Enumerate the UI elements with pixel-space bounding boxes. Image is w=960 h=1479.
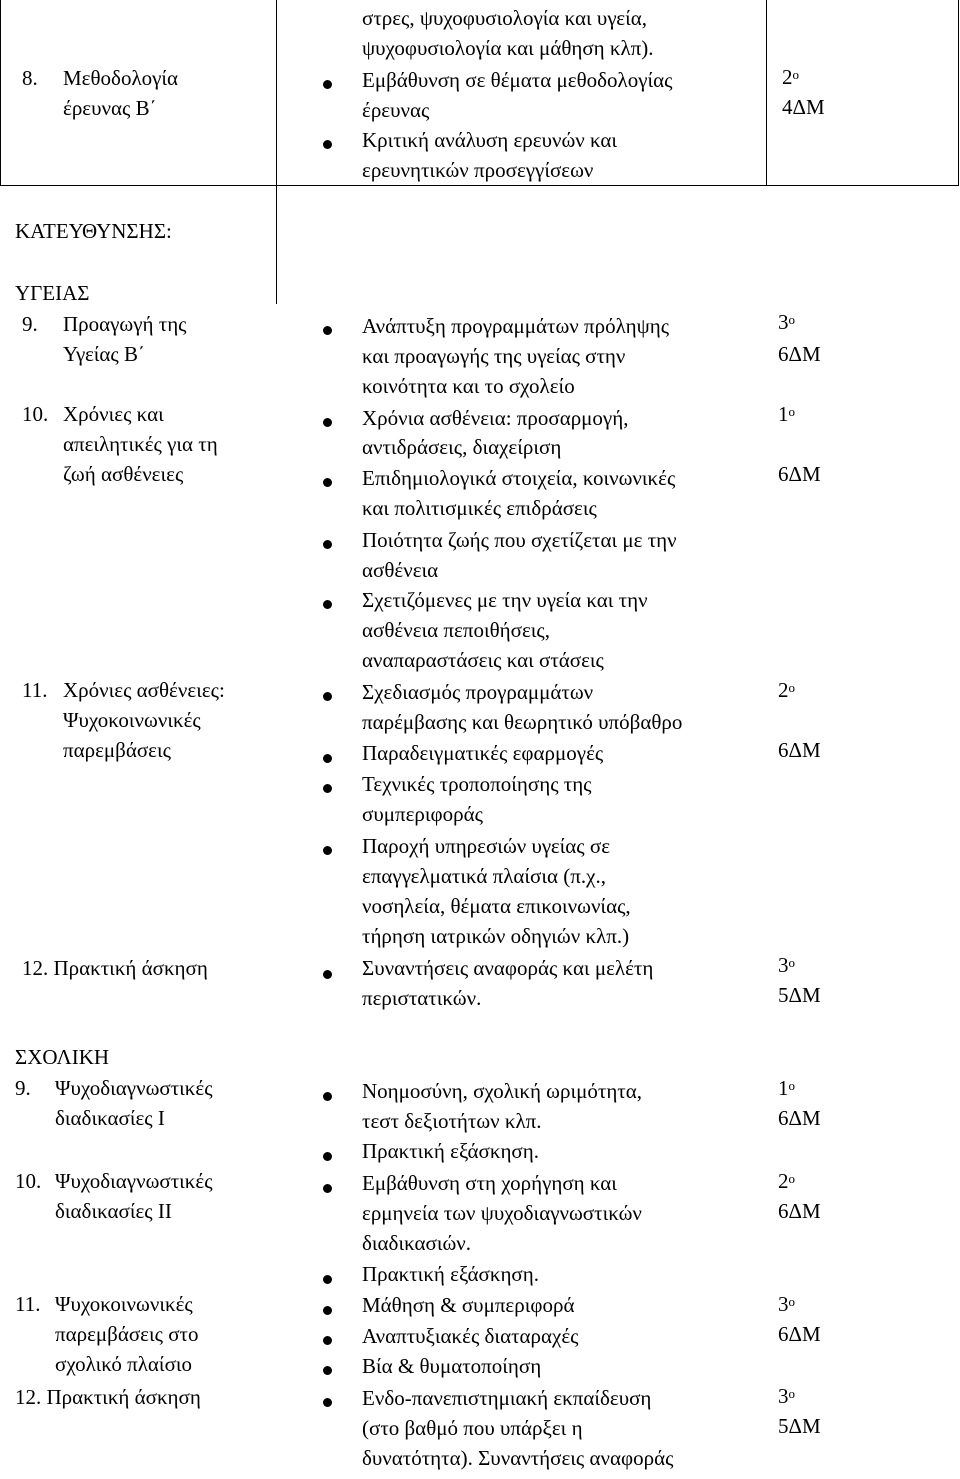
content-line: Παροχή υπηρεσιών υγείας σε: [362, 834, 611, 858]
content-line: Μάθηση & συμπεριφορά: [362, 1293, 575, 1317]
content-line: Πρακτική εξάσκηση.: [362, 1262, 539, 1286]
content-line: Παραδειγματικές εφαρμογές: [362, 741, 604, 765]
semester: $3^o$: [778, 310, 795, 334]
table-right-border: [958, 0, 959, 186]
bullet-icon: [323, 1366, 332, 1375]
semester: $3^o$: [778, 953, 795, 977]
course-title: 12. Πρακτική άσκηση: [15, 1385, 201, 1409]
workload: 6ΔΜ: [778, 738, 821, 762]
workload: 6ΔΜ: [778, 342, 821, 366]
workload: 6ΔΜ: [778, 462, 821, 486]
content-line: τήρηση ιατρικών οδηγιών κλπ.): [362, 924, 630, 948]
bullet-icon: [323, 80, 332, 89]
bullet-icon: [323, 754, 332, 763]
semester: $3^o$: [778, 1384, 795, 1408]
content-line: δυνατότητα). Συναντήσεις αναφοράς: [362, 1446, 674, 1470]
content-line: συμπεριφοράς: [362, 802, 483, 826]
course-title: Ψυχοδιαγνωστικές: [55, 1169, 213, 1193]
semester: $2^o$: [778, 678, 795, 702]
course-title: Υγείας Β΄: [63, 342, 146, 366]
content-line: και πολιτισμικές επιδράσεις: [362, 496, 597, 520]
semester: $1^o$: [778, 1076, 795, 1100]
content-line: ερευνητικών προσεγγίσεων: [362, 158, 594, 182]
table-bottom-border: [0, 185, 959, 186]
section-heading: ΚΑΤΕΥΘΥΝΣΗΣ:: [15, 219, 172, 243]
content-line: Σχετιζόμενες με την υγεία και την: [362, 588, 648, 612]
course-title: παρεμβάσεις: [63, 738, 171, 762]
bullet-icon: [323, 784, 332, 793]
content-line: Επιδημιολογικά στοιχεία, κοινωνικές: [362, 466, 676, 490]
content-line: Κριτική ανάλυση ερευνών και: [362, 128, 618, 152]
course-title: σχολικό πλαίσιο: [55, 1352, 193, 1376]
workload: 5ΔΜ: [778, 1414, 821, 1438]
workload: 6ΔΜ: [778, 1199, 821, 1223]
content-line: Νοημοσύνη, σχολική ωριμότητα,: [362, 1079, 642, 1103]
workload: 5ΔΜ: [778, 983, 821, 1007]
content-line: Αναπτυξιακές διαταραχές: [362, 1324, 579, 1348]
course-title: διαδικασίες ΙΙ: [55, 1199, 172, 1223]
course-title: Ψυχοκοινωνικές: [55, 1292, 193, 1316]
column-divider-2: [766, 0, 767, 186]
course-title: Χρόνιες ασθένειες:: [63, 678, 225, 702]
course-number: 9.: [15, 1076, 31, 1100]
content-line: Ανάπτυξη προγραμμάτων πρόληψης: [362, 314, 670, 338]
bullet-icon: [323, 478, 332, 487]
content-line: Συναντήσεις αναφοράς και μελέτη: [362, 956, 654, 980]
content-line: και προαγωγής της υγείας στην: [362, 344, 626, 368]
bullet-icon: [323, 140, 332, 149]
course-title: απειλητικές για τη: [63, 432, 218, 456]
content-line: διαδικασιών.: [362, 1231, 472, 1255]
bullet-icon: [323, 692, 332, 701]
workload: 4ΔΜ: [782, 95, 825, 119]
table-left-border: [0, 0, 1, 186]
content-line: Βία & θυματοποίηση: [362, 1354, 542, 1378]
section-heading: ΥΓΕΙΑΣ: [15, 281, 90, 305]
content-line: νοσηλεία, θέματα επικοινωνίας,: [362, 894, 631, 918]
content-line: Εμβάθυνση σε θέματα μεθοδολογίας: [362, 68, 673, 92]
course-number: 8.: [22, 66, 38, 90]
semester: $2^o$: [778, 1169, 795, 1193]
content-line: Πρακτική εξάσκηση.: [362, 1139, 539, 1163]
content-line: Ποιότητα ζωής που σχετίζεται με την: [362, 528, 677, 552]
course-title: ζωή ασθένειες: [63, 462, 184, 486]
content-line: Ενδο-πανεπιστημιακή εκπαίδευση: [362, 1386, 652, 1410]
course-title: έρευνας Β΄: [63, 96, 157, 120]
content-line: τεστ δεξιοτήτων κλπ.: [362, 1109, 542, 1133]
course-number: 11.: [22, 678, 48, 702]
content-line: παρέμβασης και θεωρητικό υπόβαθρο: [362, 710, 683, 734]
content-line: Χρόνια ασθένεια: προσαρμογή,: [362, 406, 629, 430]
bullet-icon: [323, 1306, 332, 1315]
semester: $3^o$: [778, 1292, 795, 1316]
bullet-icon: [323, 1092, 332, 1101]
bullet-icon: [323, 1398, 332, 1407]
content-line: (στο βαθμό που υπάρξει η: [362, 1416, 583, 1440]
course-title: Προαγωγή της: [63, 312, 187, 336]
bullet-icon: [323, 418, 332, 427]
section-heading: ΣΧΟΛΙΚΗ: [15, 1045, 110, 1069]
content-line: έρευνας: [362, 98, 430, 122]
content-line: ερμηνεία των ψυχοδιαγνωστικών: [362, 1201, 642, 1225]
bullet-icon: [323, 540, 332, 549]
course-title: Ψυχοκοινωνικές: [63, 708, 201, 732]
bullet-icon: [323, 1152, 332, 1161]
course-number: 9.: [22, 312, 38, 336]
content-line: αντιδράσεις, διαχείριση: [362, 435, 562, 459]
content-line: κοινότητα και το σχολείο: [362, 374, 575, 398]
content-line: ασθένεια πεποιθήσεις,: [362, 618, 550, 642]
content-line: στρες, ψυχοφυσιολογία και υγεία,: [362, 6, 647, 30]
workload: 6ΔΜ: [778, 1322, 821, 1346]
course-title: Χρόνιες και: [63, 402, 164, 426]
content-line: περιστατικών.: [362, 986, 482, 1010]
content-line: αναπαραστάσεις και στάσεις: [362, 648, 604, 672]
bullet-icon: [323, 970, 332, 979]
content-line: ψυχοφυσιολογία και μάθηση κλπ).: [362, 36, 654, 60]
course-title: παρεμβάσεις στο: [55, 1322, 199, 1346]
course-title: 12. Πρακτική άσκηση: [22, 956, 208, 980]
course-title: Μεθοδολογία: [63, 66, 179, 90]
column-divider-1: [276, 0, 277, 304]
content-line: Τεχνικές τροποποίησης της: [362, 772, 592, 796]
course-number: 10.: [15, 1169, 42, 1193]
content-line: Σχεδιασμός προγραμμάτων: [362, 680, 594, 704]
semester: $1^o$: [778, 402, 795, 426]
semester: $2^o$: [782, 65, 799, 89]
course-number: 11.: [15, 1292, 41, 1316]
course-title: διαδικασίες Ι: [55, 1106, 165, 1130]
course-title: Ψυχοδιαγνωστικές: [55, 1076, 213, 1100]
workload: 6ΔΜ: [778, 1106, 821, 1130]
content-line: επαγγελματικά πλαίσια (π.χ.,: [362, 864, 606, 888]
content-line: Εμβάθυνση στη χορήγηση και: [362, 1171, 617, 1195]
course-number: 10.: [22, 402, 49, 426]
bullet-icon: [323, 846, 332, 855]
bullet-icon: [323, 326, 332, 335]
content-line: ασθένεια: [362, 558, 439, 582]
bullet-icon: [323, 1184, 332, 1193]
bullet-icon: [323, 1336, 332, 1345]
bullet-icon: [323, 1275, 332, 1284]
bullet-icon: [323, 600, 332, 609]
